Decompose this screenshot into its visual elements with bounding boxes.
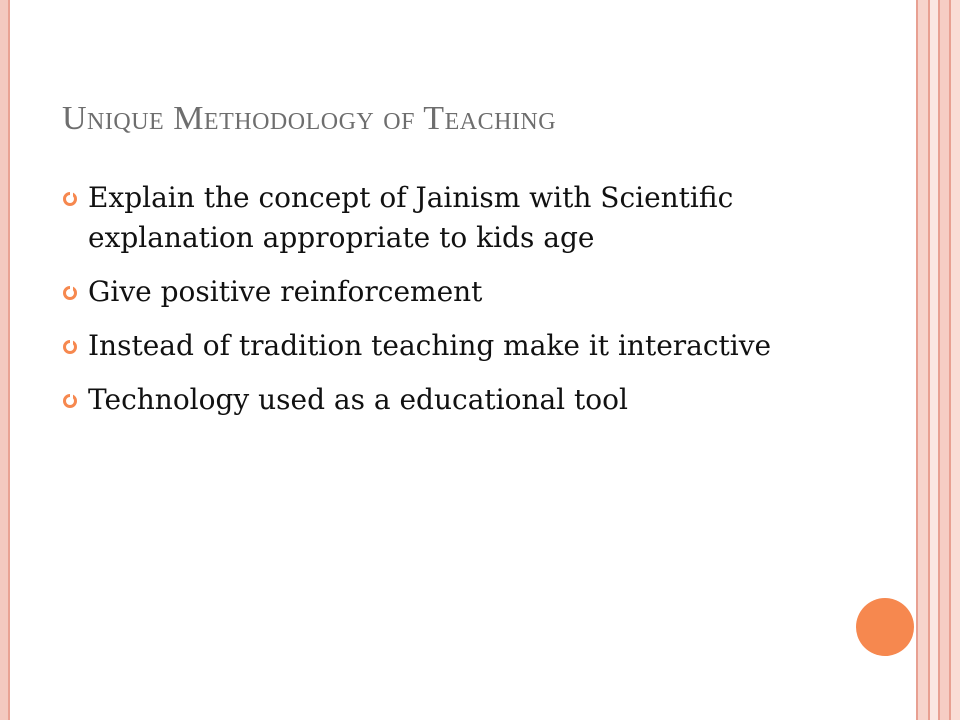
right-stripe (918, 0, 928, 720)
slide-title: Unique Methodology of Teaching (62, 100, 557, 137)
decorative-circle (856, 598, 914, 656)
bullet-item (60, 380, 820, 420)
ring-bullet-icon (62, 339, 78, 355)
right-stripe (951, 0, 960, 720)
bullet-text: Give positive reinforcement (88, 275, 483, 308)
bullet-item (60, 272, 820, 312)
bullet-text: Explain the concept of Jainism with Scientific explanation appropriate to kids age (88, 181, 734, 254)
right-stripe (930, 0, 938, 720)
bullet-text: Technology used as a educational tool (88, 383, 628, 416)
left-edge-band (0, 0, 8, 720)
bullet-text: Instead of tradition teaching make it interactive (88, 329, 772, 362)
ring-bullet-icon (62, 191, 78, 207)
right-stripe (940, 0, 949, 720)
left-edge-line (8, 0, 10, 720)
ring-bullet-icon (62, 285, 78, 301)
bullet-item (60, 178, 820, 258)
ring-bullet-icon (62, 393, 78, 409)
bullet-list (60, 178, 820, 434)
bullet-item (60, 326, 820, 366)
